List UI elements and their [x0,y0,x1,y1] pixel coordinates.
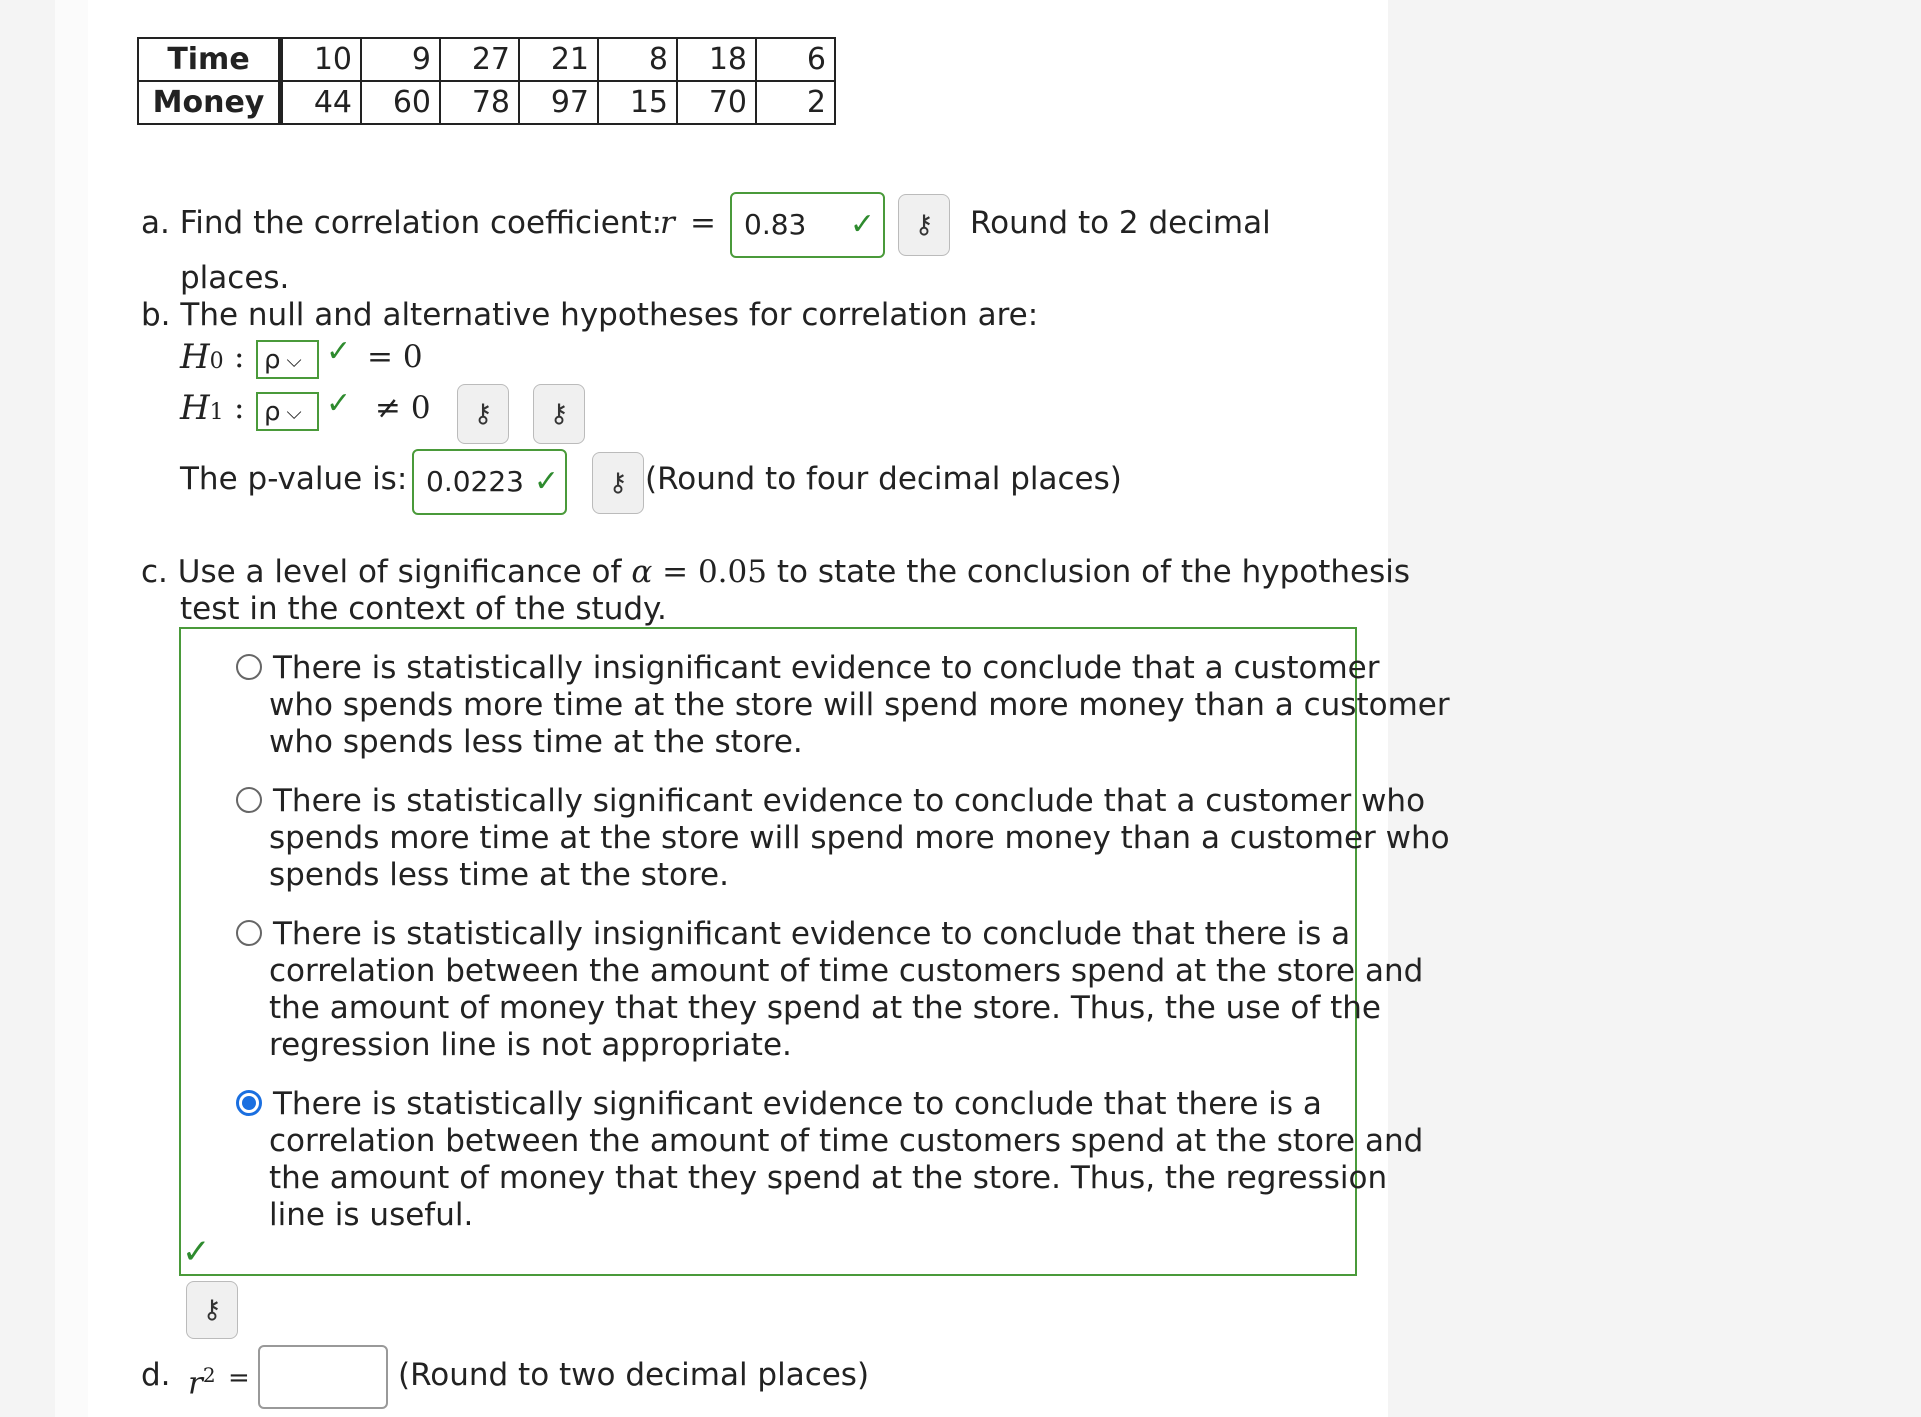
row-label-money: Money [138,81,281,124]
pvalue-label: The p-value is: [180,461,408,497]
row-label-time: Time [138,38,281,81]
key-icon[interactable]: ⚷ [898,194,950,256]
option-2-line-1: There is statistically significant evidence to conclude that a customer who [273,783,1426,819]
h1-label: H1 [180,388,224,428]
h0-relation: = 0 [367,339,423,375]
part-d-label: d. [141,1357,171,1393]
h1-colon: : [234,390,245,426]
pvalue-answer-field[interactable] [412,449,567,515]
equals-sign: = [690,205,716,241]
option-3-line-2: correlation between the amount of time customers spend at the store and [269,953,1424,989]
check-icon: ✓ [182,1232,211,1272]
part-a-round-note: Round to 2 decimal [970,205,1271,241]
check-icon: ✓ [326,334,352,369]
key-icon[interactable]: ⚷ [457,384,509,444]
h1-relation: ≠ 0 [375,390,431,426]
table-cell: 60 [361,81,440,124]
table-cell: 8 [598,38,677,81]
equals-sign: = [228,1363,250,1393]
option-1-line-2: who spends more time at the store will spend more money than a customer [269,687,1450,723]
radio-option-4[interactable] [236,1090,262,1116]
key-icon[interactable]: ⚷ [186,1281,238,1339]
radio-option-3[interactable] [236,920,262,946]
option-4-line-4: line is useful. [269,1197,474,1233]
table-cell: 21 [519,38,598,81]
option-3-line-4: regression line is not appropriate. [269,1027,792,1063]
table-cell: 97 [519,81,598,124]
check-icon: ✓ [849,207,875,242]
table-cell: 18 [677,38,756,81]
table-cell: 6 [756,38,835,81]
h1-select-value: ρ [264,396,281,427]
key-icon[interactable]: ⚷ [533,384,585,444]
r-squared-input[interactable] [258,1345,388,1409]
r-squared-symbol: $r^2$ [188,1363,216,1402]
table-row-time [138,38,835,81]
r-symbol: r [660,205,675,241]
chevron-down-icon: ⌵ [286,399,302,424]
h0-select-value: ρ [264,344,281,375]
table-cell: 9 [361,38,440,81]
key-icon[interactable]: ⚷ [592,452,644,514]
part-a-prompt: a. Find the correlation coefficient: [141,205,663,241]
h0-colon: : [234,339,245,375]
table-cell: 15 [598,81,677,124]
check-icon: ✓ [326,386,352,421]
h0-label: H0 [180,337,224,377]
pvalue-round-note: (Round to four decimal places) [645,461,1122,497]
part-a-round-note-cont: places. [180,260,290,296]
table-cell: 2 [756,81,835,124]
r-answer-field[interactable] [730,192,885,258]
table-row-money [138,81,835,124]
option-1-line-1: There is statistically insignificant evidence to conclude that a customer [273,650,1380,686]
check-icon: ✓ [533,464,559,499]
radio-option-1[interactable] [236,654,262,680]
option-4-line-1: There is statistically significant evidence to conclude that there is a [273,1086,1322,1122]
h1-parameter-select[interactable] [256,392,319,431]
part-c-prompt-cont: test in the context of the study. [180,591,667,627]
option-3-line-1: There is statistically insignificant evidence to conclude that there is a [273,916,1351,952]
option-4-line-3: the amount of money that they spend at the store. Thus, the regression [269,1160,1388,1196]
part-c-prompt: c. Use a level of significance of α = 0.05 to state the conclusion of the hypothesis [141,554,1411,590]
part-b-intro: b. The null and alternative hypotheses for correlation are: [141,297,1039,333]
table-cell: 27 [440,38,519,81]
table-cell: 70 [677,81,756,124]
table-cell: 44 [281,81,362,124]
radio-option-2[interactable] [236,787,262,813]
option-4-line-2: correlation between the amount of time customers spend at the store and [269,1123,1424,1159]
pvalue-answer-value: 0.0223 [426,465,524,498]
option-3-line-3: the amount of money that they spend at the store. Thus, the use of the [269,990,1381,1026]
option-2-line-3: spends less time at the store. [269,857,729,893]
table-cell: 78 [440,81,519,124]
r-squared-value [260,1347,386,1383]
data-table [137,37,836,125]
r-answer-value: 0.83 [744,208,807,241]
option-2-line-2: spends more time at the store will spend more money than a customer who [269,820,1450,856]
table-cell: 10 [281,38,362,81]
chevron-down-icon: ⌵ [286,347,302,372]
part-d-round-note: (Round to two decimal places) [398,1357,870,1393]
option-1-line-3: who spends less time at the store. [269,724,803,760]
h0-parameter-select[interactable] [256,340,319,379]
